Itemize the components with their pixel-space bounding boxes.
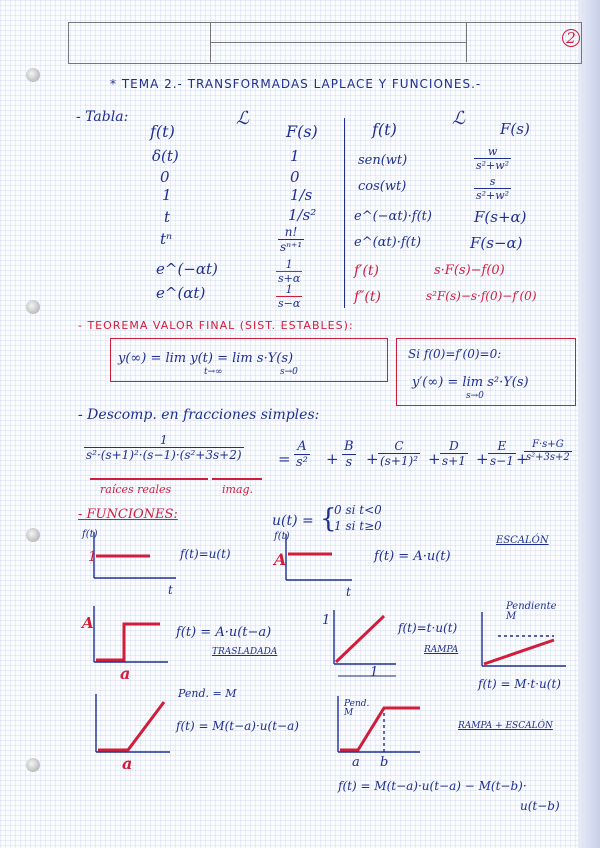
descomp-term-C: $\frac{C}{\text{(s+1)²}}$ xyxy=(380,439,419,468)
row-F: 0 xyxy=(290,168,300,186)
plus-sign: + xyxy=(516,450,529,468)
page-title: * TEMA 2.- TRANSFORMADAS LAPLACE Y FUNCIONES.- xyxy=(110,77,482,91)
shifted-step-curve xyxy=(96,624,160,660)
col-head-Fs: F(s) xyxy=(286,122,318,141)
escalon-eq: f(t) = A·u(t) xyxy=(374,549,451,564)
teorema-label: - TEOREMA VALOR FINAL (SIST. ESTABLES): xyxy=(78,319,354,332)
row-f-shiftpos: e^(αt)·f(t) xyxy=(354,235,422,250)
lbl-1: 1 xyxy=(322,613,331,628)
row-F: 1/s xyxy=(290,186,313,204)
lbl-1: 1 xyxy=(370,665,379,680)
frac-exppos: $\frac{1}{s-\alpha}$ xyxy=(278,283,301,310)
teorema-eq1-sub2: s→0 xyxy=(280,367,298,377)
u-def-lhs: u(t) = xyxy=(272,513,314,529)
page-number: 2 xyxy=(562,29,580,47)
frac-cos: $\frac{s}{\text{s²+w²}}$ xyxy=(476,175,510,202)
trasladada-label: TRASLADADA xyxy=(212,647,278,657)
descomp-term-FG: $\frac{F\cdot s+G}{\text{s²+3s+2}}$ xyxy=(526,439,570,463)
row-F-d2: s²F(s)−s·f(0)−f′(0) xyxy=(426,289,537,303)
raices-reales: raíces reales xyxy=(100,483,172,496)
teorema-eq1: y(∞) = lim y(t) = lim s·Y(s) xyxy=(118,351,294,366)
row-f-expneg: e^(−αt) xyxy=(156,260,218,278)
laplace-symbol-right: ℒ xyxy=(452,108,465,129)
rampa-escalon-eq-2: u(t−b) xyxy=(520,799,560,813)
row-f: t xyxy=(164,208,171,226)
rampa-escalon-label: RAMPA + ESCALÓN xyxy=(458,721,553,731)
ramp-curve xyxy=(336,616,384,662)
lbl-a: a xyxy=(122,754,133,773)
ramp-M-curve xyxy=(484,640,554,664)
imag-label: imag. xyxy=(222,483,254,496)
col-head-ft: f(t) xyxy=(150,122,175,141)
trasladada-eq: f(t) = A·u(t−a) xyxy=(176,625,272,640)
row-f-cos: cos(wt) xyxy=(358,179,407,194)
rampa-shift-eq: f(t) = M(t−a)·u(t−a) xyxy=(176,719,299,733)
teorema-eq1-sub1: t→∞ xyxy=(204,367,223,377)
escalon-label: ESCALÓN xyxy=(496,535,549,546)
row-f-d1: f′(t) xyxy=(354,263,379,279)
plus-sign: + xyxy=(476,450,489,468)
tabla-label: - Tabla: xyxy=(76,109,129,125)
row-f: δ(t) xyxy=(152,147,179,165)
descomp-term-A: $\frac{A}{\text{s²}}$ xyxy=(296,439,308,470)
row-F-d1: s·F(s)−f(0) xyxy=(434,263,505,278)
plus-sign: + xyxy=(366,450,379,468)
lbl-1: 1 xyxy=(88,549,97,565)
ax-ft: f(t) xyxy=(82,529,98,540)
row-F: 1/s² xyxy=(288,206,317,224)
escalon-unit-eq: f(t)=u(t) xyxy=(180,547,231,561)
shifted-ramp-curve xyxy=(98,702,164,750)
row-F-shiftpos: F(s−α) xyxy=(470,234,523,252)
plus-sign: + xyxy=(428,450,441,468)
frac-expneg: $\frac{1}{s+\alpha}$ xyxy=(278,258,301,285)
frac-sen: $\frac{w}{\text{s²+w²}}$ xyxy=(476,145,510,172)
teorema-eq2-sub: s→0 xyxy=(466,391,484,401)
descomp-term-B: $\frac{B}{s}$ xyxy=(344,439,354,470)
rampa-unit-eq: f(t)=t·u(t) xyxy=(398,621,458,635)
frac-tn: $\frac{n!}{\text{sⁿ⁺¹}}$ xyxy=(280,225,303,254)
ax-t: t xyxy=(168,583,173,597)
pend-M: Pend. M xyxy=(344,699,370,718)
plus-sign: + xyxy=(326,450,339,468)
row-f: 1 xyxy=(162,186,172,204)
u-def-2: 1 si t≥0 xyxy=(334,519,382,533)
col-head-Fs-right: F(s) xyxy=(500,120,530,138)
row-f-sen: sen(wt) xyxy=(358,153,408,168)
row-f-tn: tⁿ xyxy=(160,230,173,248)
u-def-1: 0 si t<0 xyxy=(334,503,382,517)
lbl-a: a xyxy=(352,755,360,770)
descomp-label: - Descomp. en fracciones simples: xyxy=(78,407,320,423)
u-def-brace: { xyxy=(320,504,337,534)
lbl-A: A xyxy=(82,614,94,632)
row-f-shiftneg: e^(−αt)·f(t) xyxy=(354,209,432,224)
lbl-b: b xyxy=(380,755,389,770)
row-f: 0 xyxy=(160,168,170,186)
lbl-a: a xyxy=(120,664,131,683)
pend-eq: Pend. = M xyxy=(178,687,237,700)
rampa-label: RAMPA xyxy=(424,645,459,655)
teorema-cond: Si f(0)=f′(0)=0: xyxy=(408,347,502,361)
equals-sign: = xyxy=(278,450,291,468)
rampa-escalon-eq-1: f(t) = M(t−a)·u(t−a) − M(t−b)· xyxy=(338,779,527,793)
laplace-symbol: ℒ xyxy=(236,108,249,129)
descomp-term-D: $\frac{D}{s+1}$ xyxy=(442,439,466,468)
col-head-ft-right: f(t) xyxy=(372,120,397,139)
row-f-exppos: e^(αt) xyxy=(156,284,206,302)
funciones-label: - FUNCIONES: xyxy=(78,507,178,522)
rampa-M-eq: f(t) = M·t·u(t) xyxy=(478,677,561,691)
row-F-shiftneg: F(s+α) xyxy=(474,208,527,226)
teorema-eq2: y′(∞) = lim s²·Y(s) xyxy=(412,375,529,390)
lbl-A: A xyxy=(274,550,287,569)
row-F: 1 xyxy=(290,147,300,165)
pendiente-label: Pendiente M xyxy=(506,601,557,622)
ax-ft: f(t) xyxy=(274,531,290,542)
descomp-lhs: $\frac{1}{\text{s²·(s+1)²·(s−1)·(s²+3s+2)}}$ xyxy=(86,433,242,462)
row-f-d2: f″(t) xyxy=(354,289,381,305)
descomp-term-E: $\frac{E}{s-1}$ xyxy=(490,439,514,468)
ax-t: t xyxy=(346,585,351,599)
